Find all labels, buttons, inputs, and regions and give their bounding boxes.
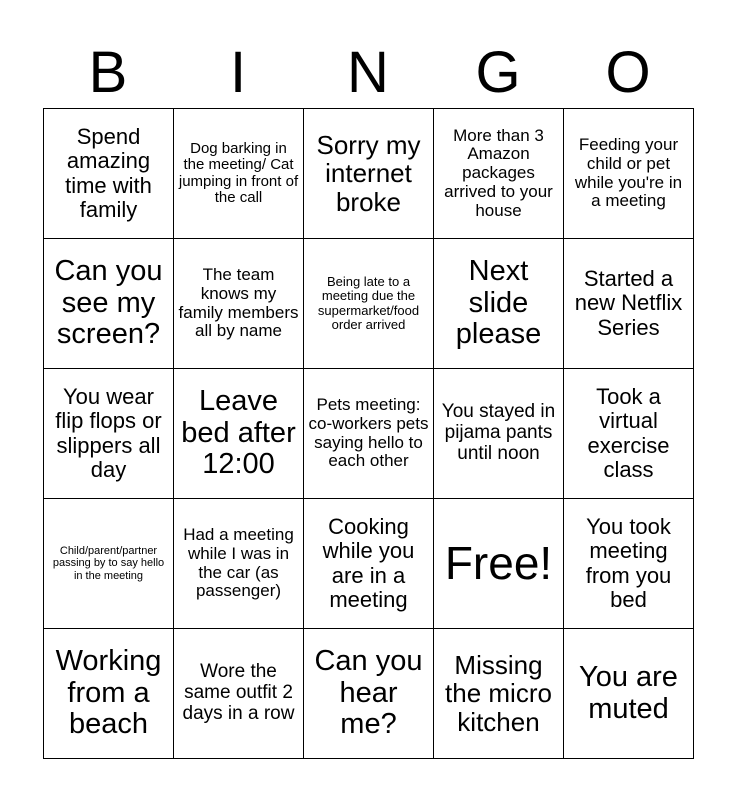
header-letter-b: B — [88, 40, 128, 105]
bingo-free-cell: Free! — [434, 499, 564, 629]
bingo-cell: Can you see my screen? — [44, 239, 174, 369]
bingo-cell: Had a meeting while I was in the car (as passenger) — [174, 499, 304, 629]
bingo-row — [44, 239, 694, 369]
header-letter-g: G — [475, 40, 521, 105]
bingo-row — [44, 109, 694, 239]
bingo-cell: Cooking while you are in a meeting — [304, 499, 434, 629]
header-letter-i: I — [229, 40, 247, 105]
header-letter-o: O — [605, 40, 651, 105]
bingo-cell: Being late to a meeting due the supermarket/food order arrived — [304, 239, 434, 369]
bingo-cell: Next slide please — [434, 239, 564, 369]
bingo-cell: Took a virtual exercise class — [564, 369, 694, 499]
bingo-row — [44, 629, 694, 759]
bingo-cell: The team knows my family members all by name — [174, 239, 304, 369]
bingo-cell: Spend amazing time with family — [44, 109, 174, 239]
bingo-card — [43, 108, 694, 759]
bingo-cell: You wear flip flops or slippers all day — [44, 369, 174, 499]
bingo-cell: Started a new Netflix Series — [564, 239, 694, 369]
bingo-cell: Dog barking in the meeting/ Cat jumping in front of the call — [174, 109, 304, 239]
bingo-cell: More than 3 Amazon packages arrived to your house — [434, 109, 564, 239]
bingo-cell: Leave bed after 12:00 — [174, 369, 304, 499]
bingo-cell: You stayed in pijama pants until noon — [434, 369, 564, 499]
bingo-cell: Missing the micro kitchen — [434, 629, 564, 759]
bingo-cell: Sorry my internet broke — [304, 109, 434, 239]
bingo-cell: Working from a beach — [44, 629, 174, 759]
bingo-row — [44, 369, 694, 499]
header-letter-n: N — [347, 40, 389, 105]
bingo-cell: You are muted — [564, 629, 694, 759]
bingo-cell: Pets meeting: co-workers pets saying hello to each other — [304, 369, 434, 499]
bingo-cell: Wore the same outfit 2 days in a row — [174, 629, 304, 759]
bingo-cell: You took meeting from you bed — [564, 499, 694, 629]
bingo-cell: Child/parent/partner passing by to say hello in the meeting — [44, 499, 174, 629]
bingo-cell: Can you hear me? — [304, 629, 434, 759]
bingo-header — [43, 38, 693, 108]
bingo-cell: Feeding your child or pet while you're in a meeting — [564, 109, 694, 239]
bingo-row — [44, 499, 694, 629]
